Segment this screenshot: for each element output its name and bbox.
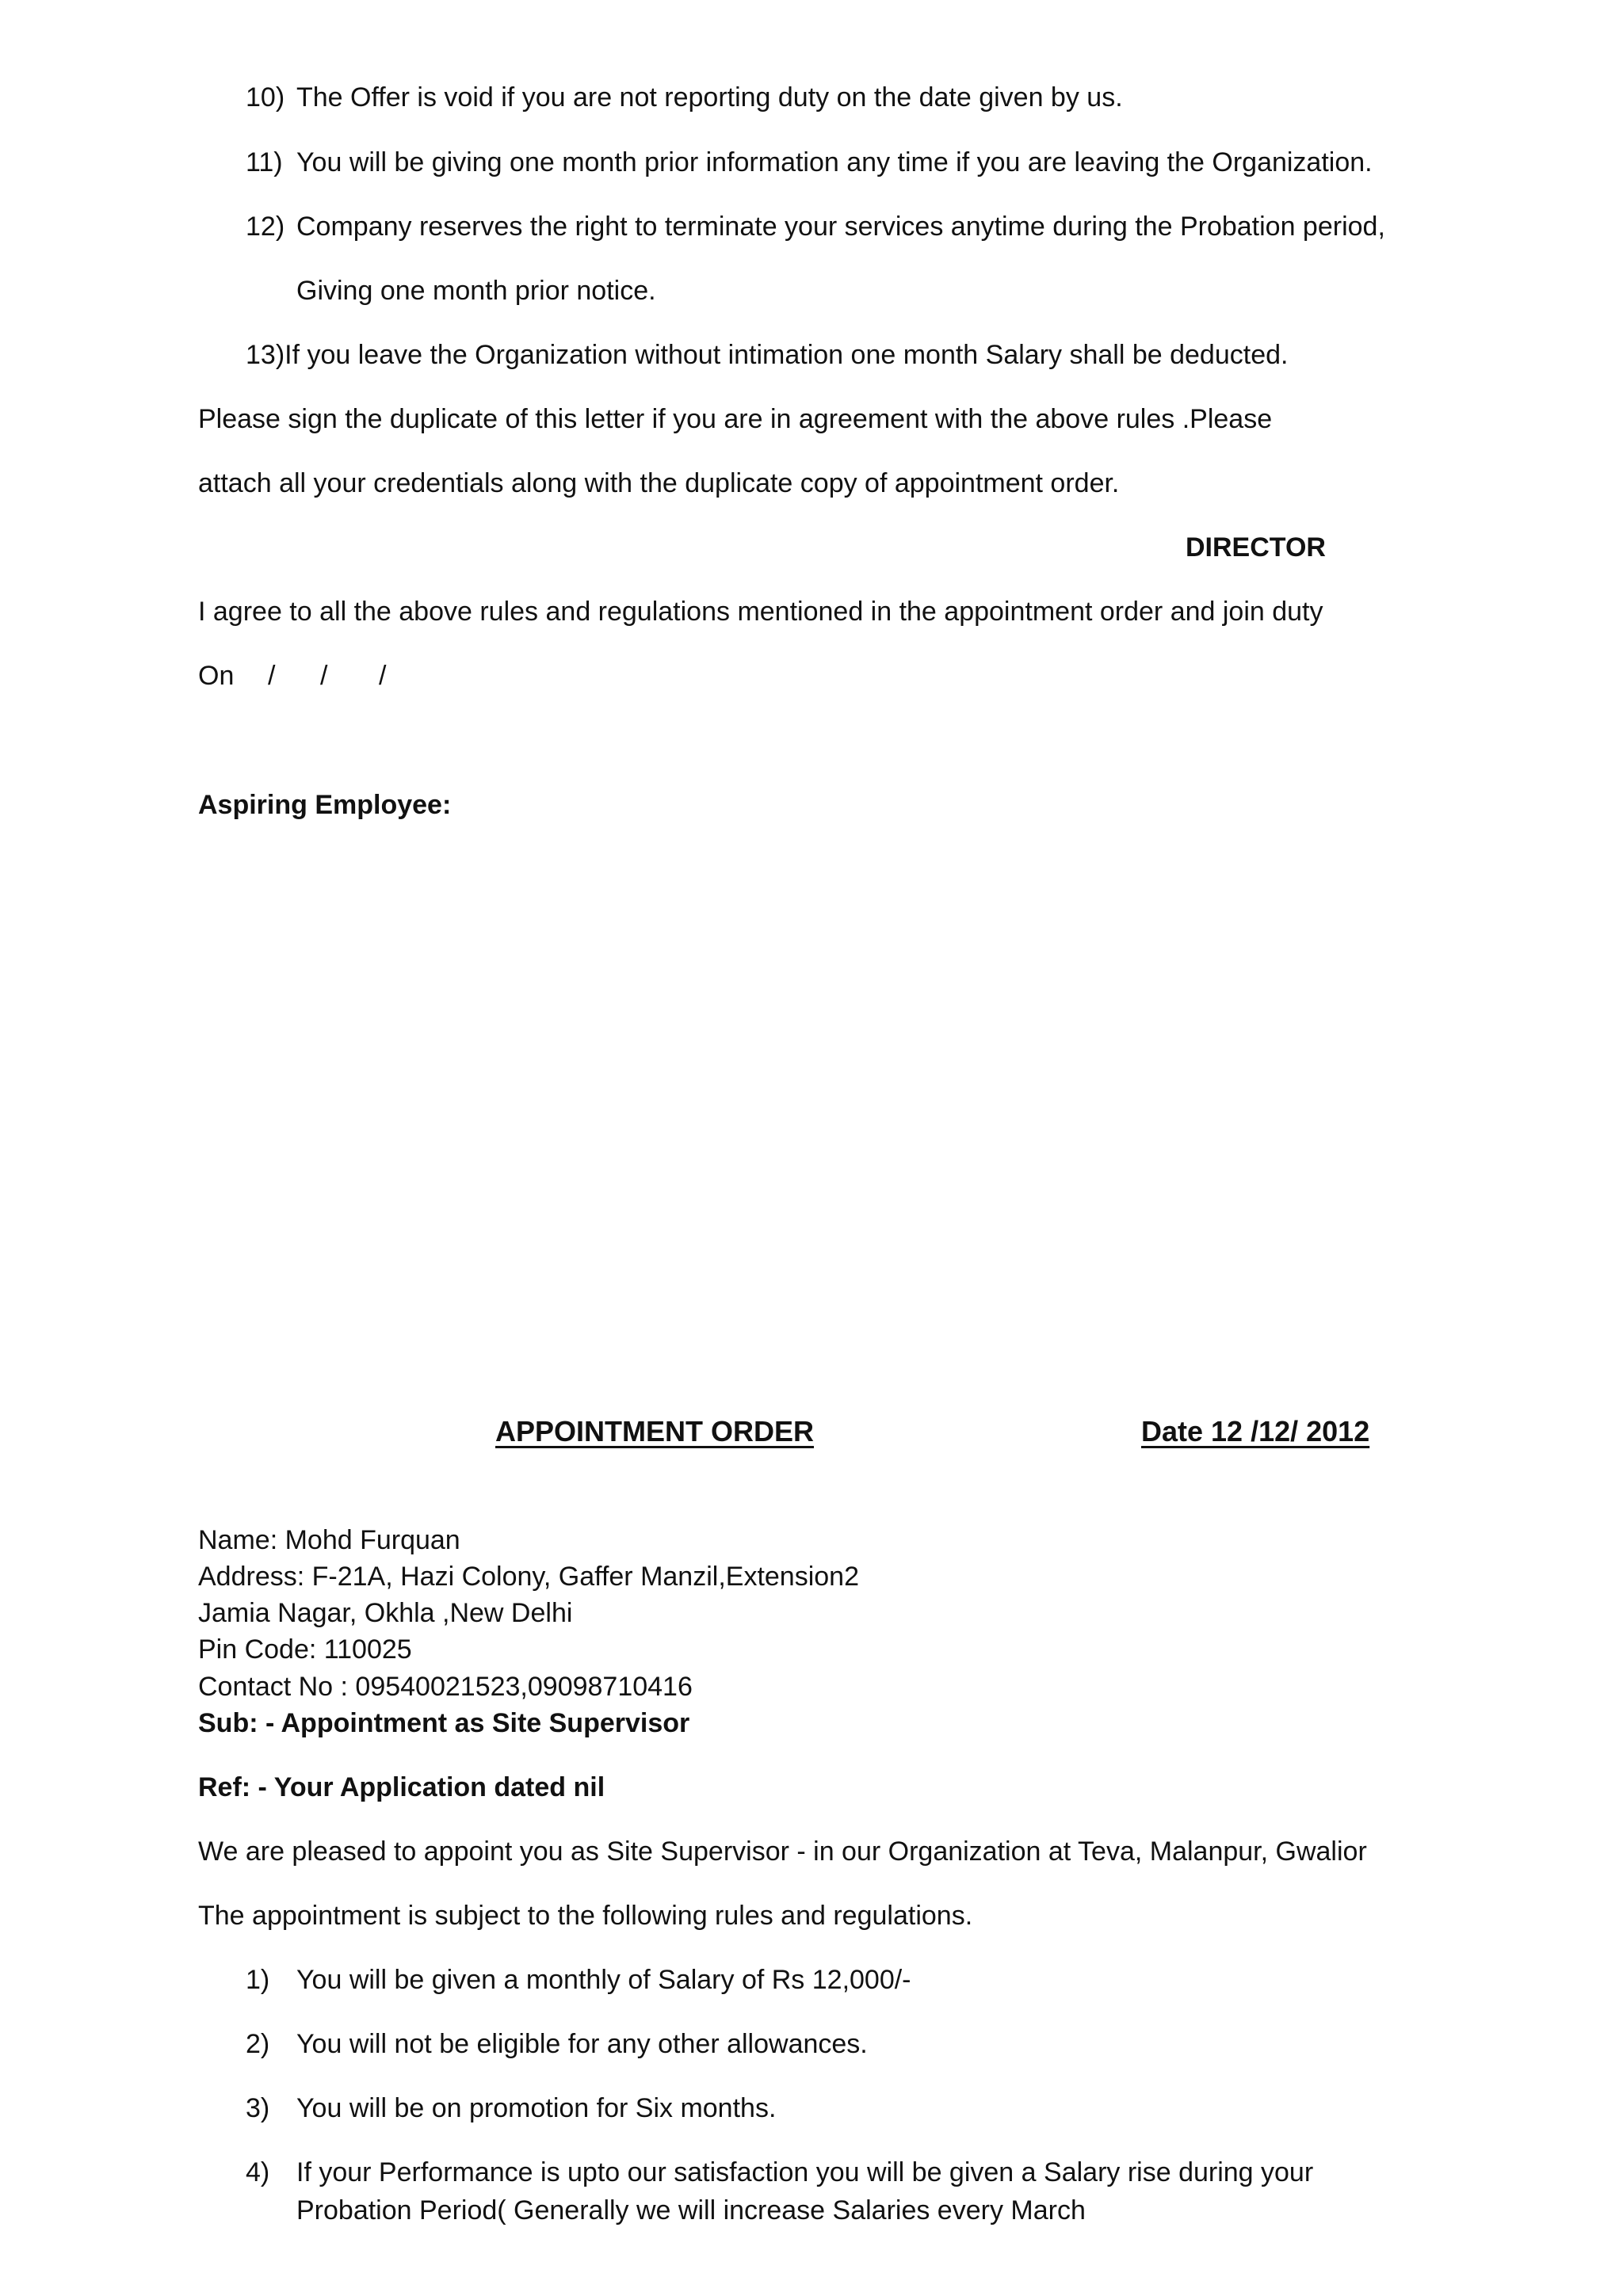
join-date-slash-3: / [379, 661, 387, 691]
appointment-intro: We are pleased to appoint you as Site Supervisor - in our Organization at Teva, Malanpur, Gwalior [198, 1836, 1367, 1867]
reference-line: Ref: - Your Application dated nil [198, 1772, 605, 1802]
closing-line-1: Please sign the duplicate of this letter if you are in agreement with the above rules .Please [198, 404, 1273, 434]
rule-2-text: You will not be eligible for any other allowances. [296, 2029, 868, 2059]
addressee-address-1: Address: F-21A, Hazi Colony, Gaffer Manzil,Extension2 [198, 1562, 859, 1592]
term-13-text: 13)If you leave the Organization without intimation one month Salary shall be deducted. [246, 340, 1289, 370]
aspiring-employee-label: Aspiring Employee: [198, 790, 452, 820]
rule-2-number: 2) [246, 2029, 270, 2059]
term-10-text: The Offer is void if you are not reporting duty on the date given by us. [296, 82, 1123, 113]
rule-4-continuation: Probation Period( Generally we will increase Salaries every March [296, 2195, 1086, 2225]
addressee-name: Name: Mohd Furquan [198, 1525, 460, 1555]
rule-1-number: 1) [246, 1965, 270, 1995]
join-date-slash-1: / [268, 661, 276, 691]
rule-3-number: 3) [246, 2093, 270, 2123]
order-title: APPOINTMENT ORDER [495, 1415, 815, 1447]
rule-4-text: If your Performance is upto our satisfaction you will be given a Salary rise during your [296, 2157, 1314, 2187]
term-10-number: 10) [246, 82, 285, 113]
rule-3-text: You will be on promotion for Six months. [296, 2093, 777, 2123]
director-signatory: DIRECTOR [1186, 532, 1326, 563]
order-date: Date 12 /12/ 2012 [1141, 1415, 1370, 1447]
join-date-slash-2: / [320, 661, 328, 691]
rules-intro: The appointment is subject to the following rules and regulations. [198, 1901, 973, 1931]
rule-1-text: You will be given a monthly of Salary of Rs 12,000/- [296, 1965, 911, 1995]
term-12-number: 12) [246, 212, 285, 242]
subject-line: Sub: - Appointment as Site Supervisor [198, 1708, 690, 1738]
addressee-pincode: Pin Code: 110025 [198, 1634, 412, 1665]
join-date-label: On [198, 661, 235, 691]
term-11-number: 11) [246, 147, 283, 177]
term-12-continuation: Giving one month prior notice. [296, 276, 656, 306]
closing-line-2: attach all your credentials along with the duplicate copy of appointment order. [198, 468, 1120, 498]
term-12-text: Company reserves the right to terminate your services anytime during the Probation period, [296, 212, 1385, 242]
agreement-statement: I agree to all the above rules and regulations mentioned in the appointment order and join duty [198, 597, 1323, 627]
addressee-address-2: Jamia Nagar, Okhla ,New Delhi [198, 1598, 573, 1628]
term-11-text: You will be giving one month prior information any time if you are leaving the Organization. [296, 147, 1373, 177]
addressee-contact: Contact No : 09540021523,09098710416 [198, 1672, 693, 1702]
rule-4-number: 4) [246, 2157, 270, 2187]
